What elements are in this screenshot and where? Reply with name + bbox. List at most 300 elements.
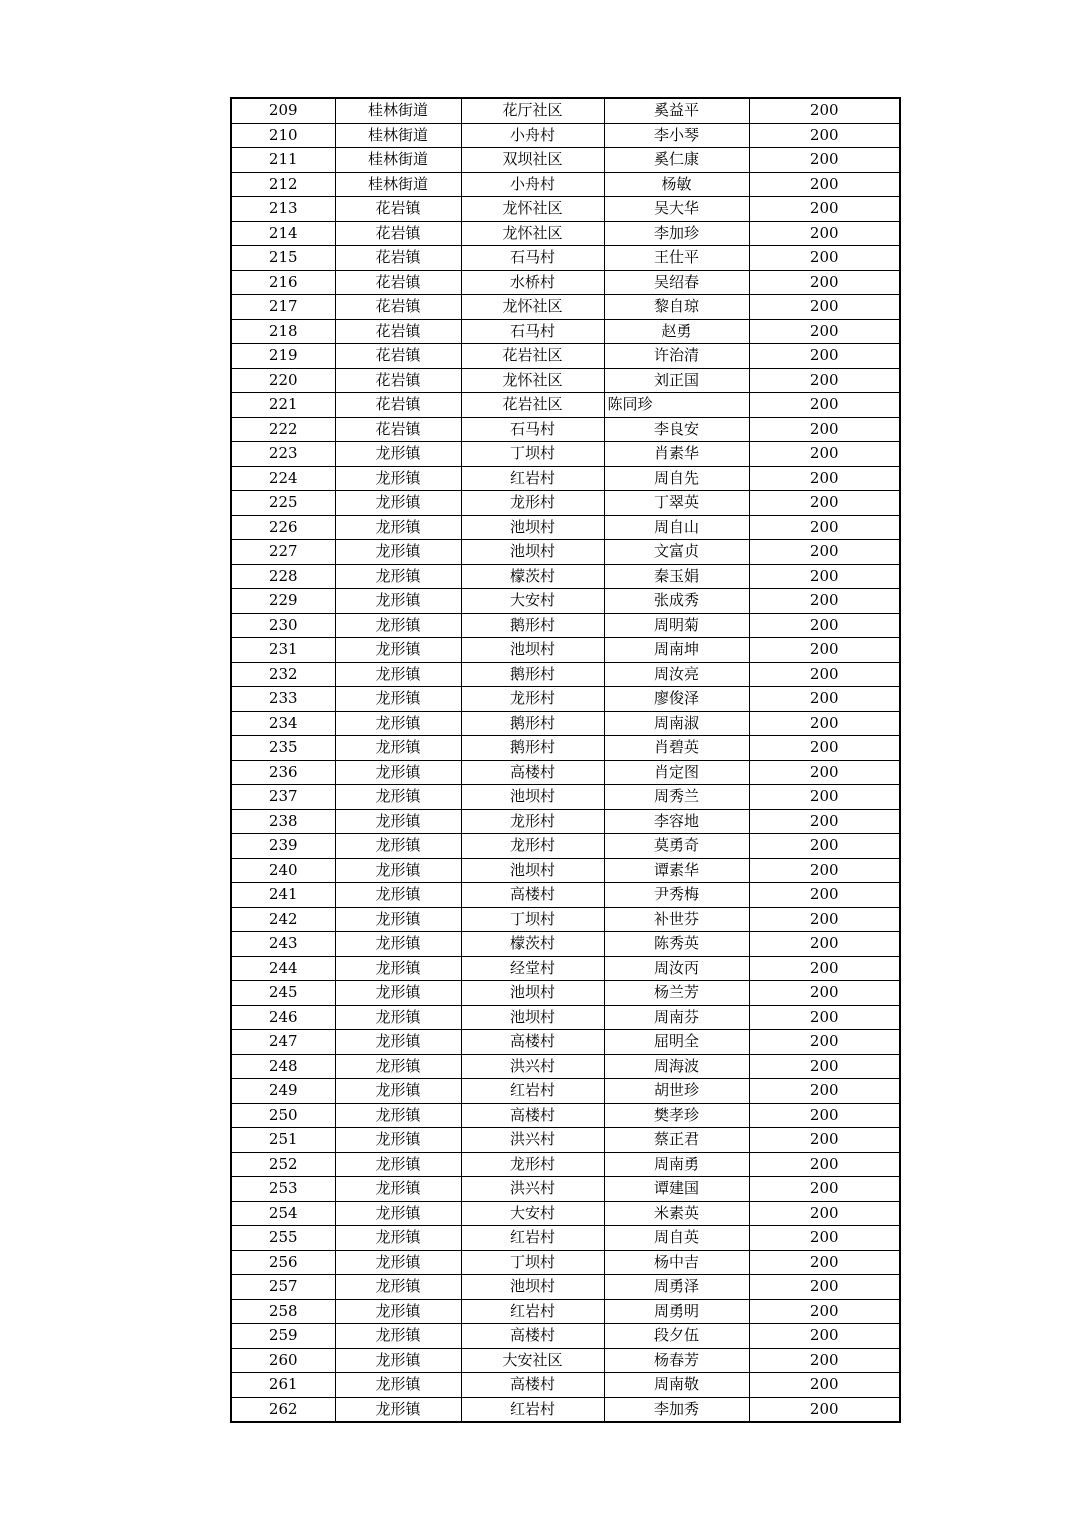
- name-cell: 李容地: [604, 809, 749, 834]
- town-cell: 龙形镇: [335, 1152, 461, 1177]
- village-cell: 小舟村: [461, 123, 604, 148]
- town-cell: 龙形镇: [335, 785, 461, 810]
- town-cell: 花岩镇: [335, 295, 461, 320]
- table-row: [231, 956, 900, 981]
- village-cell: 石马村: [461, 417, 604, 442]
- amount-cell: 200: [749, 809, 900, 834]
- village-cell: 双坝社区: [461, 148, 604, 173]
- row-number-cell: 214: [231, 221, 335, 246]
- amount-cell: 200: [749, 1177, 900, 1202]
- row-number-cell: 257: [231, 1275, 335, 1300]
- amount-cell: 200: [749, 515, 900, 540]
- town-cell: 龙形镇: [335, 1030, 461, 1055]
- table-row: [231, 638, 900, 663]
- amount-cell: 200: [749, 1128, 900, 1153]
- table-row: [231, 760, 900, 785]
- town-cell: 龙形镇: [335, 1201, 461, 1226]
- town-cell: 花岩镇: [335, 417, 461, 442]
- town-cell: 花岩镇: [335, 197, 461, 222]
- town-cell: 龙形镇: [335, 662, 461, 687]
- row-number-cell: 223: [231, 442, 335, 467]
- table-row: [231, 589, 900, 614]
- village-cell: 池坝村: [461, 981, 604, 1006]
- amount-cell: 200: [749, 834, 900, 859]
- village-cell: 石马村: [461, 246, 604, 271]
- town-cell: 龙形镇: [335, 540, 461, 565]
- village-cell: 花厅社区: [461, 98, 604, 123]
- table-row: [231, 883, 900, 908]
- amount-cell: 200: [749, 981, 900, 1006]
- table-row: [231, 1103, 900, 1128]
- name-cell: 谭建国: [604, 1177, 749, 1202]
- table-row: [231, 981, 900, 1006]
- amount-cell: 200: [749, 1079, 900, 1104]
- name-cell: 文富贞: [604, 540, 749, 565]
- row-number-cell: 259: [231, 1324, 335, 1349]
- name-cell: 吴大华: [604, 197, 749, 222]
- table-row: [231, 711, 900, 736]
- name-cell: 李加秀: [604, 1397, 749, 1422]
- name-cell: 莫勇奇: [604, 834, 749, 859]
- amount-cell: 200: [749, 197, 900, 222]
- name-cell: 陈同珍: [604, 393, 749, 418]
- amount-cell: 200: [749, 736, 900, 761]
- name-cell: 尹秀梅: [604, 883, 749, 908]
- name-cell: 许治清: [604, 344, 749, 369]
- village-cell: 池坝村: [461, 540, 604, 565]
- table-row: [231, 1030, 900, 1055]
- row-number-cell: 232: [231, 662, 335, 687]
- name-cell: 肖碧英: [604, 736, 749, 761]
- row-number-cell: 256: [231, 1250, 335, 1275]
- town-cell: 龙形镇: [335, 466, 461, 491]
- amount-cell: 200: [749, 319, 900, 344]
- name-cell: 周自山: [604, 515, 749, 540]
- amount-cell: 200: [749, 466, 900, 491]
- village-cell: 鹅形村: [461, 736, 604, 761]
- village-cell: 鹅形村: [461, 613, 604, 638]
- name-cell: 张成秀: [604, 589, 749, 614]
- name-cell: 米素英: [604, 1201, 749, 1226]
- row-number-cell: 217: [231, 295, 335, 320]
- town-cell: 龙形镇: [335, 834, 461, 859]
- name-cell: 廖俊泽: [604, 687, 749, 712]
- amount-cell: 200: [749, 417, 900, 442]
- village-cell: 檬茨村: [461, 932, 604, 957]
- amount-cell: 200: [749, 785, 900, 810]
- village-cell: 花岩社区: [461, 344, 604, 369]
- town-cell: 龙形镇: [335, 809, 461, 834]
- table-row: [231, 1054, 900, 1079]
- amount-cell: 200: [749, 295, 900, 320]
- amount-cell: 200: [749, 1226, 900, 1251]
- roster-table: [230, 97, 901, 1423]
- village-cell: 经堂村: [461, 956, 604, 981]
- name-cell: 胡世珍: [604, 1079, 749, 1104]
- village-cell: 龙怀社区: [461, 368, 604, 393]
- row-number-cell: 252: [231, 1152, 335, 1177]
- town-cell: 龙形镇: [335, 1324, 461, 1349]
- row-number-cell: 224: [231, 466, 335, 491]
- row-number-cell: 222: [231, 417, 335, 442]
- row-number-cell: 210: [231, 123, 335, 148]
- town-cell: 龙形镇: [335, 1275, 461, 1300]
- town-cell: 龙形镇: [335, 1177, 461, 1202]
- name-cell: 周秀兰: [604, 785, 749, 810]
- name-cell: 谭素华: [604, 858, 749, 883]
- town-cell: 花岩镇: [335, 221, 461, 246]
- amount-cell: 200: [749, 148, 900, 173]
- town-cell: 龙形镇: [335, 491, 461, 516]
- village-cell: 龙形村: [461, 834, 604, 859]
- row-number-cell: 250: [231, 1103, 335, 1128]
- row-number-cell: 255: [231, 1226, 335, 1251]
- village-cell: 水桥村: [461, 270, 604, 295]
- table-row: [231, 221, 900, 246]
- village-cell: 池坝村: [461, 785, 604, 810]
- town-cell: 龙形镇: [335, 981, 461, 1006]
- amount-cell: 200: [749, 907, 900, 932]
- name-cell: 周南坤: [604, 638, 749, 663]
- village-cell: 石马村: [461, 319, 604, 344]
- table-row: [231, 1201, 900, 1226]
- name-cell: 杨中吉: [604, 1250, 749, 1275]
- name-cell: 段夕伍: [604, 1324, 749, 1349]
- village-cell: 高楼村: [461, 760, 604, 785]
- name-cell: 李良安: [604, 417, 749, 442]
- village-cell: 龙形村: [461, 687, 604, 712]
- table-row: [231, 344, 900, 369]
- village-cell: 檬茨村: [461, 564, 604, 589]
- row-number-cell: 262: [231, 1397, 335, 1422]
- name-cell: 周南淑: [604, 711, 749, 736]
- town-cell: 龙形镇: [335, 711, 461, 736]
- table-row: [231, 613, 900, 638]
- table-row: [231, 834, 900, 859]
- name-cell: 李加珍: [604, 221, 749, 246]
- name-cell: 周自先: [604, 466, 749, 491]
- table-row: [231, 319, 900, 344]
- name-cell: 杨敏: [604, 172, 749, 197]
- name-cell: 肖素华: [604, 442, 749, 467]
- row-number-cell: 254: [231, 1201, 335, 1226]
- village-cell: 洪兴村: [461, 1128, 604, 1153]
- name-cell: 奚仁康: [604, 148, 749, 173]
- table-row: [231, 148, 900, 173]
- amount-cell: 200: [749, 442, 900, 467]
- table-row: [231, 368, 900, 393]
- row-number-cell: 226: [231, 515, 335, 540]
- table-row: [231, 1299, 900, 1324]
- name-cell: 周汝丙: [604, 956, 749, 981]
- name-cell: 周南勇: [604, 1152, 749, 1177]
- amount-cell: 200: [749, 1348, 900, 1373]
- town-cell: 龙形镇: [335, 1250, 461, 1275]
- village-cell: 龙怀社区: [461, 221, 604, 246]
- town-cell: 桂林街道: [335, 172, 461, 197]
- village-cell: 红岩村: [461, 1299, 604, 1324]
- town-cell: 桂林街道: [335, 148, 461, 173]
- table-row: [231, 197, 900, 222]
- village-cell: 龙怀社区: [461, 197, 604, 222]
- table-row: [231, 270, 900, 295]
- row-number-cell: 243: [231, 932, 335, 957]
- amount-cell: 200: [749, 711, 900, 736]
- row-number-cell: 220: [231, 368, 335, 393]
- village-cell: 鹅形村: [461, 711, 604, 736]
- row-number-cell: 237: [231, 785, 335, 810]
- amount-cell: 200: [749, 540, 900, 565]
- table-row: [231, 123, 900, 148]
- table-row: [231, 687, 900, 712]
- amount-cell: 200: [749, 368, 900, 393]
- name-cell: 奚益平: [604, 98, 749, 123]
- town-cell: 龙形镇: [335, 1397, 461, 1422]
- town-cell: 花岩镇: [335, 246, 461, 271]
- amount-cell: 200: [749, 98, 900, 123]
- town-cell: 龙形镇: [335, 1299, 461, 1324]
- table-row: [231, 736, 900, 761]
- name-cell: 丁翠英: [604, 491, 749, 516]
- roster-table-body: [231, 98, 900, 1422]
- town-cell: 龙形镇: [335, 858, 461, 883]
- amount-cell: 200: [749, 1275, 900, 1300]
- table-row: [231, 785, 900, 810]
- name-cell: 樊孝珍: [604, 1103, 749, 1128]
- name-cell: 秦玉娟: [604, 564, 749, 589]
- village-cell: 丁坝村: [461, 442, 604, 467]
- village-cell: 鹅形村: [461, 662, 604, 687]
- town-cell: 龙形镇: [335, 613, 461, 638]
- amount-cell: 200: [749, 1299, 900, 1324]
- row-number-cell: 245: [231, 981, 335, 1006]
- name-cell: 周海波: [604, 1054, 749, 1079]
- village-cell: 龙形村: [461, 1152, 604, 1177]
- amount-cell: 200: [749, 270, 900, 295]
- row-number-cell: 211: [231, 148, 335, 173]
- village-cell: 高楼村: [461, 1103, 604, 1128]
- town-cell: 龙形镇: [335, 1054, 461, 1079]
- amount-cell: 200: [749, 1250, 900, 1275]
- village-cell: 红岩村: [461, 1397, 604, 1422]
- village-cell: 池坝村: [461, 638, 604, 663]
- amount-cell: 200: [749, 393, 900, 418]
- table-row: [231, 515, 900, 540]
- row-number-cell: 213: [231, 197, 335, 222]
- amount-cell: 200: [749, 1103, 900, 1128]
- row-number-cell: 227: [231, 540, 335, 565]
- table-row: [231, 417, 900, 442]
- amount-cell: 200: [749, 564, 900, 589]
- row-number-cell: 241: [231, 883, 335, 908]
- name-cell: 周南敬: [604, 1373, 749, 1398]
- village-cell: 大安村: [461, 589, 604, 614]
- amount-cell: 200: [749, 1030, 900, 1055]
- town-cell: 龙形镇: [335, 907, 461, 932]
- row-number-cell: 242: [231, 907, 335, 932]
- amount-cell: 200: [749, 1201, 900, 1226]
- table-row: [231, 491, 900, 516]
- village-cell: 龙形村: [461, 809, 604, 834]
- amount-cell: 200: [749, 172, 900, 197]
- village-cell: 红岩村: [461, 1079, 604, 1104]
- town-cell: 花岩镇: [335, 319, 461, 344]
- table-row: [231, 858, 900, 883]
- amount-cell: 200: [749, 344, 900, 369]
- amount-cell: 200: [749, 1373, 900, 1398]
- table-row: [231, 393, 900, 418]
- amount-cell: 200: [749, 123, 900, 148]
- row-number-cell: 244: [231, 956, 335, 981]
- amount-cell: 200: [749, 589, 900, 614]
- town-cell: 龙形镇: [335, 638, 461, 663]
- amount-cell: 200: [749, 687, 900, 712]
- name-cell: 杨兰芳: [604, 981, 749, 1006]
- amount-cell: 200: [749, 613, 900, 638]
- town-cell: 龙形镇: [335, 515, 461, 540]
- row-number-cell: 246: [231, 1005, 335, 1030]
- row-number-cell: 238: [231, 809, 335, 834]
- amount-cell: 200: [749, 932, 900, 957]
- village-cell: 丁坝村: [461, 1250, 604, 1275]
- row-number-cell: 261: [231, 1373, 335, 1398]
- row-number-cell: 221: [231, 393, 335, 418]
- row-number-cell: 236: [231, 760, 335, 785]
- row-number-cell: 239: [231, 834, 335, 859]
- table-row: [231, 246, 900, 271]
- amount-cell: 200: [749, 883, 900, 908]
- row-number-cell: 251: [231, 1128, 335, 1153]
- village-cell: 高楼村: [461, 883, 604, 908]
- table-row: [231, 295, 900, 320]
- amount-cell: 200: [749, 760, 900, 785]
- town-cell: 龙形镇: [335, 883, 461, 908]
- amount-cell: 200: [749, 638, 900, 663]
- row-number-cell: 209: [231, 98, 335, 123]
- village-cell: 高楼村: [461, 1373, 604, 1398]
- row-number-cell: 240: [231, 858, 335, 883]
- town-cell: 龙形镇: [335, 932, 461, 957]
- row-number-cell: 216: [231, 270, 335, 295]
- table-row: [231, 1348, 900, 1373]
- name-cell: 周勇泽: [604, 1275, 749, 1300]
- town-cell: 龙形镇: [335, 1079, 461, 1104]
- row-number-cell: 229: [231, 589, 335, 614]
- amount-cell: 200: [749, 221, 900, 246]
- row-number-cell: 260: [231, 1348, 335, 1373]
- amount-cell: 200: [749, 956, 900, 981]
- row-number-cell: 247: [231, 1030, 335, 1055]
- village-cell: 洪兴村: [461, 1177, 604, 1202]
- table-row: [231, 466, 900, 491]
- table-row: [231, 172, 900, 197]
- table-row: [231, 1005, 900, 1030]
- table-row: [231, 907, 900, 932]
- row-number-cell: 258: [231, 1299, 335, 1324]
- town-cell: 桂林街道: [335, 98, 461, 123]
- row-number-cell: 212: [231, 172, 335, 197]
- village-cell: 洪兴村: [461, 1054, 604, 1079]
- table-row: [231, 1152, 900, 1177]
- town-cell: 花岩镇: [335, 368, 461, 393]
- row-number-cell: 228: [231, 564, 335, 589]
- name-cell: 周南芬: [604, 1005, 749, 1030]
- town-cell: 桂林街道: [335, 123, 461, 148]
- amount-cell: 200: [749, 1397, 900, 1422]
- row-number-cell: 249: [231, 1079, 335, 1104]
- row-number-cell: 235: [231, 736, 335, 761]
- table-row: [231, 540, 900, 565]
- town-cell: 龙形镇: [335, 1226, 461, 1251]
- row-number-cell: 230: [231, 613, 335, 638]
- table-row: [231, 98, 900, 123]
- name-cell: 周汝亮: [604, 662, 749, 687]
- amount-cell: 200: [749, 1324, 900, 1349]
- village-cell: 池坝村: [461, 515, 604, 540]
- village-cell: 龙形村: [461, 491, 604, 516]
- table-row: [231, 1226, 900, 1251]
- amount-cell: 200: [749, 1152, 900, 1177]
- table-row: [231, 1324, 900, 1349]
- village-cell: 池坝村: [461, 1005, 604, 1030]
- village-cell: 大安村: [461, 1201, 604, 1226]
- row-number-cell: 218: [231, 319, 335, 344]
- village-cell: 高楼村: [461, 1030, 604, 1055]
- town-cell: 龙形镇: [335, 442, 461, 467]
- name-cell: 屈明全: [604, 1030, 749, 1055]
- amount-cell: 200: [749, 858, 900, 883]
- town-cell: 龙形镇: [335, 1005, 461, 1030]
- village-cell: 红岩村: [461, 1226, 604, 1251]
- name-cell: 周自英: [604, 1226, 749, 1251]
- table-row: [231, 662, 900, 687]
- town-cell: 龙形镇: [335, 956, 461, 981]
- name-cell: 杨春芳: [604, 1348, 749, 1373]
- table-row: [231, 1250, 900, 1275]
- table-row: [231, 442, 900, 467]
- name-cell: 李小琴: [604, 123, 749, 148]
- town-cell: 龙形镇: [335, 589, 461, 614]
- village-cell: 小舟村: [461, 172, 604, 197]
- table-row: [231, 1128, 900, 1153]
- town-cell: 龙形镇: [335, 736, 461, 761]
- amount-cell: 200: [749, 662, 900, 687]
- town-cell: 龙形镇: [335, 687, 461, 712]
- name-cell: 刘正国: [604, 368, 749, 393]
- table-row: [231, 1397, 900, 1422]
- name-cell: 周勇明: [604, 1299, 749, 1324]
- village-cell: 龙怀社区: [461, 295, 604, 320]
- town-cell: 花岩镇: [335, 270, 461, 295]
- town-cell: 龙形镇: [335, 1103, 461, 1128]
- table-row: [231, 932, 900, 957]
- row-number-cell: 253: [231, 1177, 335, 1202]
- town-cell: 花岩镇: [335, 344, 461, 369]
- amount-cell: 200: [749, 1054, 900, 1079]
- name-cell: 赵勇: [604, 319, 749, 344]
- row-number-cell: 219: [231, 344, 335, 369]
- table-row: [231, 1275, 900, 1300]
- name-cell: 补世芬: [604, 907, 749, 932]
- name-cell: 吴绍春: [604, 270, 749, 295]
- name-cell: 周明菊: [604, 613, 749, 638]
- row-number-cell: 225: [231, 491, 335, 516]
- row-number-cell: 248: [231, 1054, 335, 1079]
- table-row: [231, 1177, 900, 1202]
- village-cell: 池坝村: [461, 858, 604, 883]
- name-cell: 王仕平: [604, 246, 749, 271]
- town-cell: 花岩镇: [335, 393, 461, 418]
